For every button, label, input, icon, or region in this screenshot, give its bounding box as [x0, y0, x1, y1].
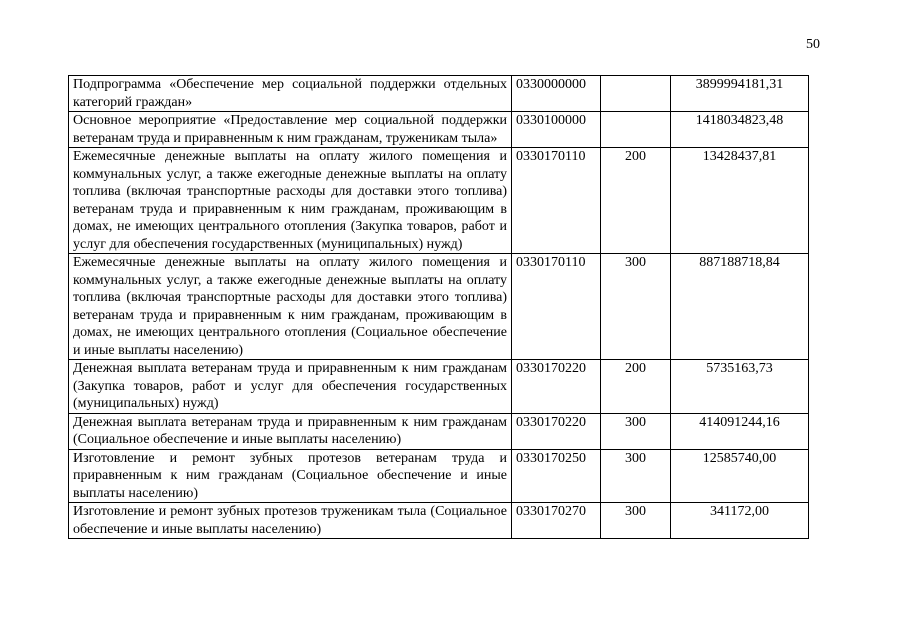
row-name: Ежемесячные денежные выплаты на оплату жилого помещения и коммунальных услуг, а также ежегодные денежные выплаты на оплату топлива (включая транспортные расходы для доставки этого топлива) ветеранам труда и приравненным к ним гражданам, проживающим в домах, не имеющих центрального отопления (Социальное обеспечение и иные выплаты населению) — [69, 254, 512, 360]
row-type: 300 — [601, 413, 671, 449]
budget-table — [68, 75, 809, 539]
table-row — [69, 413, 809, 449]
row-amount: 1418034823,48 — [671, 112, 809, 148]
row-name: Изготовление и ремонт зубных протезов труженикам тыла (Социальное обеспечение и иные выплаты населению) — [69, 503, 512, 539]
row-amount: 414091244,16 — [671, 413, 809, 449]
table-row — [69, 360, 809, 414]
page-number: 50 — [806, 37, 820, 52]
row-type — [601, 112, 671, 148]
row-amount: 13428437,81 — [671, 148, 809, 254]
row-amount: 12585740,00 — [671, 449, 809, 503]
table-row — [69, 148, 809, 254]
row-type — [601, 76, 671, 112]
row-type: 300 — [601, 449, 671, 503]
row-code: 0330170110 — [512, 254, 601, 360]
table-row — [69, 254, 809, 360]
row-amount: 3899994181,31 — [671, 76, 809, 112]
table-row — [69, 76, 809, 112]
row-name: Подпрограмма «Обеспечение мер социальной поддержки отдельных категорий граждан» — [69, 76, 512, 112]
table-row — [69, 112, 809, 148]
table-row — [69, 503, 809, 539]
row-type: 300 — [601, 254, 671, 360]
row-code: 0330000000 — [512, 76, 601, 112]
table-row — [69, 449, 809, 503]
row-type: 300 — [601, 503, 671, 539]
row-code: 0330170270 — [512, 503, 601, 539]
row-code: 0330170110 — [512, 148, 601, 254]
row-code: 0330170220 — [512, 413, 601, 449]
row-code: 0330100000 — [512, 112, 601, 148]
row-type: 200 — [601, 148, 671, 254]
row-name: Ежемесячные денежные выплаты на оплату жилого помещения и коммунальных услуг, а также ежегодные денежные выплаты на оплату топлива (включая транспортные расходы для доставки этого топлива) ветеранам труда и приравненным к ним гражданам, проживающим в домах, не имеющих центрального отопления (Закупка товаров, работ и услуг для обеспечения государственных (муниципальных) нужд) — [69, 148, 512, 254]
row-code: 0330170250 — [512, 449, 601, 503]
row-amount: 887188718,84 — [671, 254, 809, 360]
row-amount: 5735163,73 — [671, 360, 809, 414]
row-name: Денежная выплата ветеранам труда и приравненным к ним гражданам (Закупка товаров, работ и услуг для обеспечения государственных (муниципальных) нужд) — [69, 360, 512, 414]
row-name: Основное мероприятие «Предоставление мер социальной поддержки ветеранам труда и приравненным к ним гражданам, труженикам тыла» — [69, 112, 512, 148]
row-type: 200 — [601, 360, 671, 414]
row-amount: 341172,00 — [671, 503, 809, 539]
row-name: Денежная выплата ветеранам труда и приравненным к ним гражданам (Социальное обеспечение и иные выплаты населению) — [69, 413, 512, 449]
row-code: 0330170220 — [512, 360, 601, 414]
row-name: Изготовление и ремонт зубных протезов ветеранам труда и приравненным к ним гражданам (Социальное обеспечение и иные выплаты населению) — [69, 449, 512, 503]
